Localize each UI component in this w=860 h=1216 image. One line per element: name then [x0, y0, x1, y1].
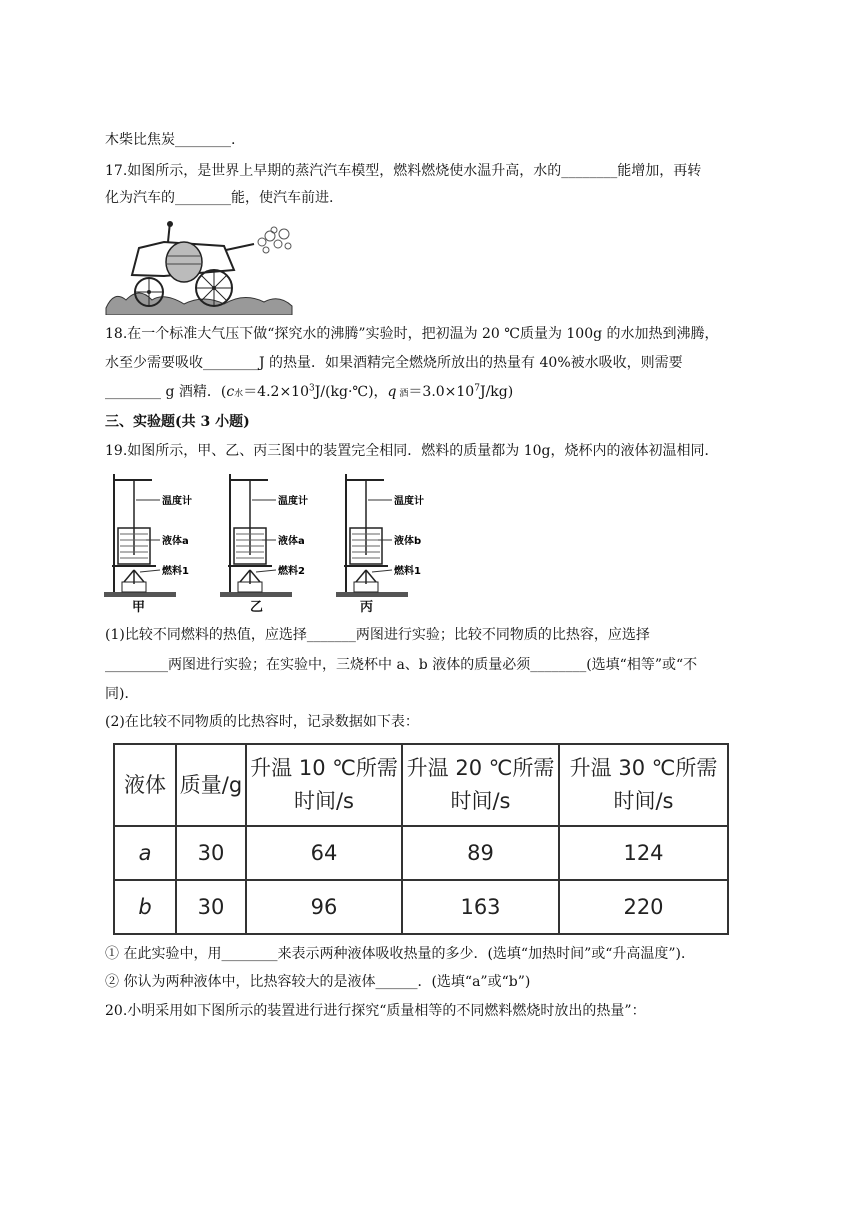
q18-line2: 水至少需要吸收________J 的热量．如果酒精完全燃烧所放出的热量有 40%被水吸收，则需要 [105, 355, 683, 371]
caption-bing: 丙 [360, 600, 374, 615]
label-thermometer: 温度计 [162, 496, 192, 507]
apparatus-figure-bing [336, 470, 431, 602]
label-thermometer: 温度计 [394, 496, 424, 507]
label-liquid: 液体a [278, 536, 305, 547]
q20-intro: 20.小明采用如下图所示的装置进行进行探究“质量相等的不同燃料燃烧时放出的热量”： [105, 1003, 646, 1019]
table-cell: 124 [559, 826, 728, 880]
q19-part1-line2: _________两图进行实验；在实验中，三烧杯中 a、b 液体的质量必须________(选填“相等”或“不 [105, 657, 698, 673]
table-cell: 30 [176, 880, 246, 934]
table-cell: 64 [246, 826, 402, 880]
table-header-cell: 升温 30 ℃所需时间/s [559, 744, 728, 826]
q19-sub2: ② 你认为两种液体中，比热容较大的是液体______．(选填“a”或“b”) [105, 974, 531, 990]
section-heading: 三、实验题(共 3 小题) [105, 414, 250, 430]
table-cell: 96 [246, 880, 402, 934]
table-header-cell: 液体 [114, 744, 176, 826]
label-fuel: 燃料1 [394, 566, 421, 577]
caption-yi: 乙 [250, 600, 264, 615]
q18-line3: ________ g 酒精．(c水$=4.2\times 10^3J/(kg\cdot℃)$，q 酒$=3.0\times 10^7J/kg$) [105, 383, 514, 400]
q19-part1-line3: 同)． [105, 686, 139, 702]
data-table [113, 743, 729, 935]
table-cell: 220 [559, 880, 728, 934]
q17-line2: 化为汽车的________能，使汽车前进. [105, 190, 334, 206]
label-liquid: 液体b [394, 536, 422, 547]
table-header-cell: 质量/g [176, 744, 246, 826]
table-cell: b [114, 880, 176, 934]
label-thermometer: 温度计 [278, 496, 308, 507]
table-row [114, 826, 728, 880]
table-cell: 163 [402, 880, 559, 934]
table-header-row [114, 744, 728, 826]
steam-car-figure [104, 220, 294, 315]
table-header-cell: 升温 10 ℃所需时间/s [246, 744, 402, 826]
q19-intro: 19.如图所示，甲、乙、丙三图中的装置完全相同．燃料的质量都为 10g，烧杯内的液体初温相同． [105, 443, 719, 459]
label-fuel: 燃料1 [162, 566, 189, 577]
apparatus-figure-yi [220, 470, 315, 602]
table-row [114, 880, 728, 934]
table-header-cell: 升温 20 ℃所需时间/s [402, 744, 559, 826]
q16-tail: 木柴比焦炭________. [105, 132, 236, 148]
table-cell: 30 [176, 826, 246, 880]
label-fuel: 燃料2 [278, 566, 305, 577]
caption-jia: 甲 [132, 600, 146, 615]
q19-part2: (2)在比较不同物质的比热容时，记录数据如下表： [105, 714, 419, 730]
table-cell: 89 [402, 826, 559, 880]
q19-part1-line1: (1)比较不同燃料的热值，应选择_______两图进行实验；比较不同物质的比热容，应选择 [105, 627, 650, 643]
apparatus-figure-jia [104, 470, 199, 602]
table-cell: a [114, 826, 176, 880]
q17-line1: 17.如图所示，是世界上早期的蒸汽汽车模型，燃料燃烧使水温升高，水的________能增加，再转 [105, 163, 702, 179]
q19-sub1: ① 在此实验中，用________来表示两种液体吸收热量的多少．(选填“加热时间”或“升高温度”)． [105, 946, 696, 962]
q18-line1: 18.在一个标准大气压下做“探究水的沸腾”实验时，把初温为 20 ℃质量为 100g 的水加热到沸腾， [105, 326, 719, 342]
label-liquid: 液体a [162, 536, 189, 547]
